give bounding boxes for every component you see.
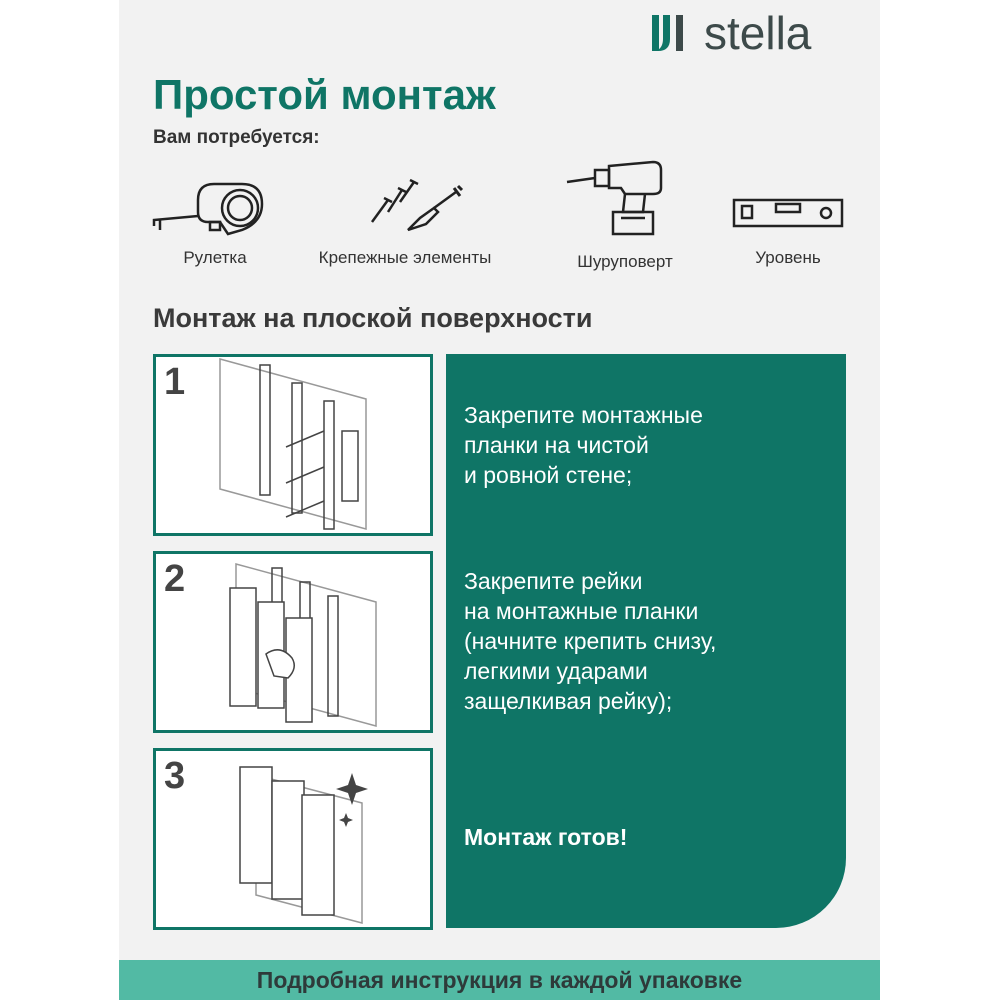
tool-spirit-level	[728, 160, 848, 268]
spirit-level-icon	[728, 160, 848, 240]
step-2-text	[464, 566, 716, 716]
fasteners-icon	[310, 160, 500, 240]
tool-label: Уровень	[755, 248, 821, 267]
step-number: 3	[164, 755, 186, 797]
brand-name: stella	[704, 7, 812, 59]
tool-tape-measure	[150, 160, 280, 268]
tool-label: Крепежные элементы	[318, 248, 492, 267]
tool-label: Рулетка	[183, 248, 247, 267]
step-2-line-1: Закрепите рейки	[464, 568, 643, 594]
finished-wall-illustration	[156, 751, 430, 927]
section-title: Монтаж на плоской поверхности	[153, 303, 593, 333]
step-3-line-1: Монтаж готов!	[464, 824, 628, 850]
step-1-line-1: Закрепите монтажные	[464, 402, 703, 428]
step-number: 1	[164, 361, 186, 403]
step-3-illustration	[153, 748, 433, 930]
tool-label: Шуруповерт	[577, 252, 673, 271]
stella-logo-icon	[650, 13, 694, 53]
step-2-line-4: легкими ударами	[464, 658, 648, 684]
step-1-text	[464, 400, 703, 490]
mounting-strips-illustration	[156, 357, 430, 533]
tape-measure-icon	[150, 160, 280, 240]
step-2-line-5: защелкивая рейку);	[464, 688, 673, 714]
footer-text: Подробная инструкция в каждой упаковке	[256, 967, 743, 993]
drill-icon	[565, 154, 685, 244]
instructions-panel	[446, 354, 846, 928]
footer-banner	[119, 960, 880, 1000]
step-2-illustration	[153, 551, 433, 733]
step-1-line-3: и ровной стене;	[464, 462, 633, 488]
page-title: Простой монтаж	[153, 71, 496, 118]
tool-drill	[565, 160, 685, 272]
brand-logo	[650, 8, 811, 58]
attach-slats-illustration	[156, 554, 430, 730]
step-2-line-2: на монтажные планки	[464, 598, 699, 624]
step-number: 2	[164, 558, 186, 600]
tools-subtitle: Вам потребуется:	[153, 127, 320, 148]
step-1-line-2: планки на чистой	[464, 432, 649, 458]
tool-fasteners	[310, 160, 500, 268]
step-1-illustration	[153, 354, 433, 536]
step-3-text	[464, 822, 627, 852]
step-2-line-3: (начните крепить снизу,	[464, 628, 717, 654]
